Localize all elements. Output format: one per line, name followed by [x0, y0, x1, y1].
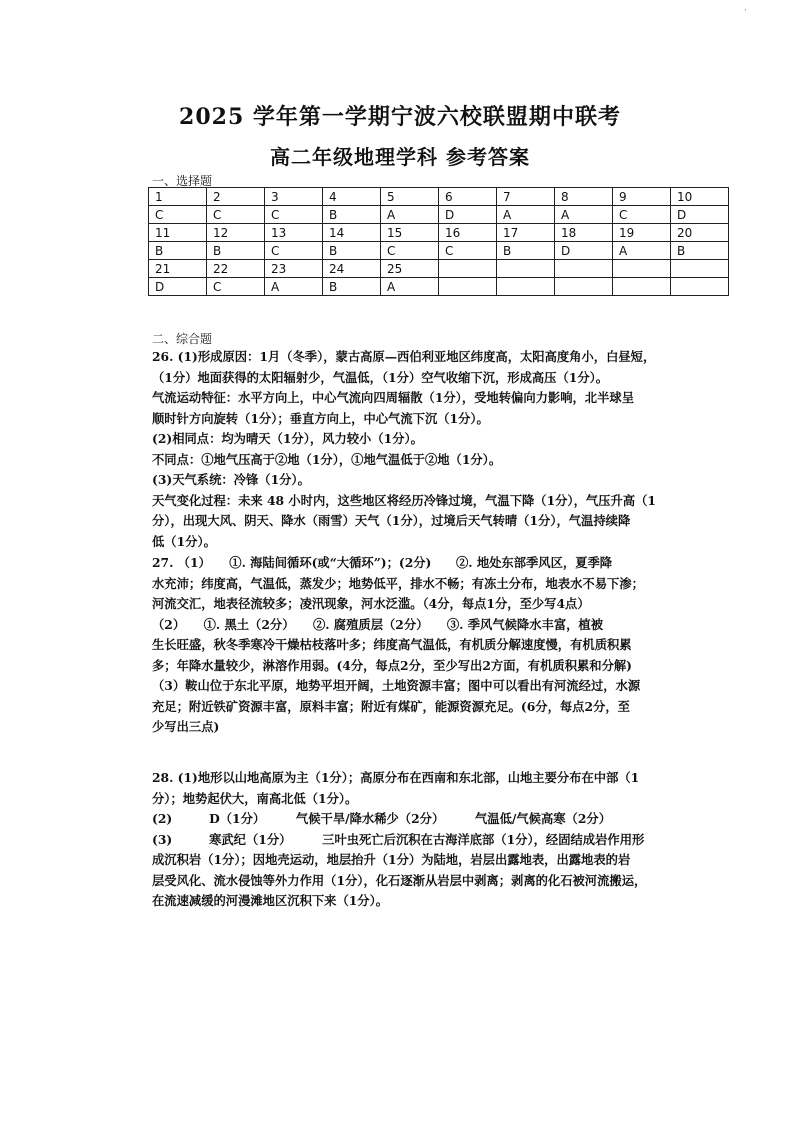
section-comprehensive-label: 二、综合题 [152, 332, 213, 346]
table-cell [613, 278, 671, 296]
table-cell [671, 278, 729, 296]
table-cell: D [555, 242, 613, 260]
question-28 [152, 768, 672, 912]
table-cell: A [265, 278, 323, 296]
table-cell: 12 [207, 224, 265, 242]
table-row [149, 260, 729, 278]
answer-line: 多；年降水量较少，淋溶作用弱。(4分，每点2分，至少写出2方面，有机质积累和分解) [152, 657, 632, 673]
table-cell: A [613, 242, 671, 260]
table-cell: C [207, 278, 265, 296]
table-cell: 3 [265, 188, 323, 206]
answer-line: 低（1分）。 [152, 533, 216, 549]
answer-line: 少写出三点) [152, 719, 220, 734]
table-cell: C [265, 242, 323, 260]
table-cell: B [323, 206, 381, 224]
table-cell: 21 [149, 260, 207, 278]
answer-line: （3）鞍山位于东北平原，地势平坦开阔，土地资源丰富；图中可以看出有河流经过，水源 [152, 678, 641, 693]
table-cell [497, 260, 555, 278]
table-cell: 23 [265, 260, 323, 278]
table-cell [671, 260, 729, 278]
table-cell: C [613, 206, 671, 224]
table-row [149, 278, 729, 296]
table-row [149, 242, 729, 260]
answer-line: 分），出现大风、阴天、降水（雨雪）天气（1分），过境后天气转晴（1分），气温持续降 [152, 513, 631, 528]
table-cell: D [149, 278, 207, 296]
answer-line: 成沉积岩（1分）；因地壳运动，地层抬升（1分）为陆地，岩层出露地表，出露地表的岩 [152, 852, 631, 867]
table-cell: B [323, 278, 381, 296]
section-choice-label: 一、选择题 [152, 174, 213, 188]
page-subtitle: 高二年级地理学科 参考答案 [270, 145, 530, 169]
table-cell: 1 [149, 188, 207, 206]
answer-line: （2） ①. 黑土（2分） ②. 腐殖质层（2分） ③. 季风气候降水丰富，植被 [152, 616, 604, 632]
answer-line: （1分）地面获得的太阳辐射少，气温低，（1分）空气收缩下沉，形成高压（1分）。 [152, 369, 609, 385]
table-row [149, 206, 729, 224]
answer-table [148, 187, 729, 296]
answer-line: (2)相同点：均为晴天（1分），风力较小（1分）。 [152, 431, 423, 446]
table-cell: A [381, 278, 439, 296]
table-cell: B [671, 242, 729, 260]
table-cell: C [207, 206, 265, 224]
table-cell: 19 [613, 224, 671, 242]
table-row [149, 188, 729, 206]
question-27 [152, 553, 672, 738]
table-cell: 11 [149, 224, 207, 242]
table-cell: 17 [497, 224, 555, 242]
answer-line: 河流交汇，地表径流较多；凌汛现象，河水泛滥。（4分，每点1分，至少写4点） [152, 596, 590, 611]
table-cell: A [497, 206, 555, 224]
table-cell: C [381, 242, 439, 260]
answer-line: 在流速减缓的河漫滩地区沉积下来（1分）。 [152, 893, 389, 908]
table-cell: B [207, 242, 265, 260]
answer-line: 天气变化过程：未来 48 小时内，这些地区将经历冷锋过境，气温下降（1分），气压升高（1 [152, 492, 656, 508]
table-cell [497, 278, 555, 296]
answer-line: (2) D（1分） 气候干旱/降水稀少（2分） 气温低/气候高寒（2分） [152, 811, 612, 826]
answer-line: 27. （1） ①. 海陆间循环(或“大循环”)；(2分) ②. 地处东部季风区，夏季降 [152, 555, 613, 570]
table-cell: 24 [323, 260, 381, 278]
table-cell [555, 260, 613, 278]
table-cell: 6 [439, 188, 497, 206]
answer-line: 层受风化、流水侵蚀等外力作用（1分），化石逐渐从岩层中剥离；剥离的化石被河流搬运， [152, 872, 647, 888]
table-cell: 7 [497, 188, 555, 206]
table-cell [439, 260, 497, 278]
table-cell: B [497, 242, 555, 260]
table-cell [439, 278, 497, 296]
table-cell: A [381, 206, 439, 224]
table-cell: 14 [323, 224, 381, 242]
answer-line: 充足；附近铁矿资源丰富，原料丰富；附近有煤矿，能源资源充足。(6分，每点2分，至 [152, 698, 630, 714]
table-cell: B [149, 242, 207, 260]
answer-line: 气流运动特征：水平方向上，中心气流向四周辐散（1分），受地转偏向力影响，北半球呈 [152, 390, 634, 405]
table-cell: 10 [671, 188, 729, 206]
answer-line: (3)天气系统：冷锋（1分）。 [152, 472, 310, 487]
table-cell: C [265, 206, 323, 224]
table-cell: 9 [613, 188, 671, 206]
table-cell: C [439, 242, 497, 260]
table-cell: 8 [555, 188, 613, 206]
table-cell: 22 [207, 260, 265, 278]
table-cell: D [439, 206, 497, 224]
table-cell: 4 [323, 188, 381, 206]
table-cell [555, 278, 613, 296]
table-cell: 13 [265, 224, 323, 242]
corner-mark: · [744, 6, 747, 16]
table-cell: 5 [381, 188, 439, 206]
table-cell: 25 [381, 260, 439, 278]
table-row [149, 224, 729, 242]
table-cell: 2 [207, 188, 265, 206]
answer-line: 分）；地势起伏大，南高北低（1分）。 [152, 790, 358, 806]
table-cell: C [149, 206, 207, 224]
question-26 [152, 347, 672, 552]
table-cell: 16 [439, 224, 497, 242]
table-cell: 20 [671, 224, 729, 242]
answer-line: 28. (1)地形以山地高原为主（1分）；高原分布在西南和东北部，山地主要分布在中部（1 [152, 770, 640, 785]
table-cell: 15 [381, 224, 439, 242]
table-cell [613, 260, 671, 278]
answer-line: 26. (1)形成原因：1月（冬季），蒙古高原—西伯利亚地区纬度高，太阳高度角小，白昼短， [152, 349, 656, 364]
page-title: 2025 学年第一学期宁波六校联盟期中联考 [179, 104, 621, 130]
answer-line: (3) 寒武纪（1分） 三叶虫死亡后沉积在古海洋底部（1分），经固结成岩作用形 [152, 831, 645, 847]
answer-line: 顺时针方向旋转（1分）；垂直方向上，中心气流下沉（1分）。 [152, 410, 489, 426]
table-cell: A [555, 206, 613, 224]
answer-line: 水充沛；纬度高，气温低，蒸发少；地势低平，排水不畅；有冻土分布，地表水不易下渗； [152, 575, 644, 591]
table-cell: D [671, 206, 729, 224]
table-cell: B [323, 242, 381, 260]
table-cell: 18 [555, 224, 613, 242]
answer-line: 不同点：①地气压高于②地（1分），①地气温低于②地（1分）。 [152, 451, 502, 467]
answer-line: 生长旺盛，秋冬季寒冷干燥枯枝落叶多；纬度高气温低，有机质分解速度慢，有机质积累 [152, 637, 632, 652]
